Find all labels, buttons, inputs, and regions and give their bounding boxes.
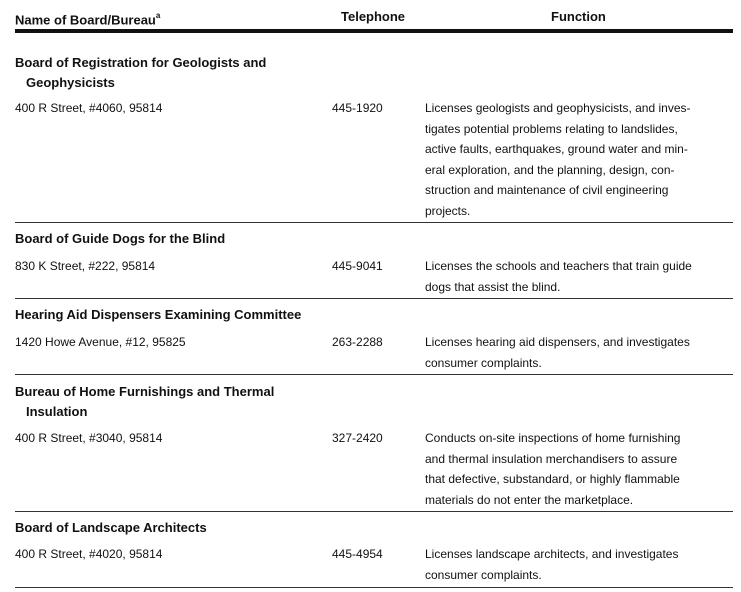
board-name xyxy=(15,382,315,422)
column-header-name-label: Name of Board/Bureau xyxy=(15,12,156,28)
board-address: 400 R Street, #4020, 95814 xyxy=(15,547,163,561)
function-line: Licenses hearing aid dispensers, and investigates xyxy=(425,335,690,349)
row-divider xyxy=(15,298,733,299)
function-line: consumer complaints. xyxy=(425,355,542,370)
function-line: struction and maintenance of civil engineering xyxy=(425,183,669,197)
function-line: dogs that assist the blind. xyxy=(425,279,561,294)
board-function xyxy=(425,98,735,221)
board-name-line: Insulation xyxy=(26,404,88,419)
board-telephone: 445-9041 xyxy=(332,259,383,273)
board-name-line: Bureau of Home Furnishings and Thermal xyxy=(15,384,275,399)
board-function xyxy=(425,332,735,373)
board-function xyxy=(425,256,735,297)
row-divider xyxy=(15,222,733,223)
function-line: projects. xyxy=(425,203,471,218)
function-line: that defective, substandard, or highly flammable xyxy=(425,472,680,486)
function-line: tigates potential problems relating to landslides, xyxy=(425,121,678,136)
board-telephone: 445-1920 xyxy=(332,101,383,115)
board-telephone: 445-4954 xyxy=(332,547,383,561)
board-address: 400 R Street, #3040, 95814 xyxy=(15,431,163,445)
board-name xyxy=(15,53,315,93)
board-name xyxy=(15,305,355,325)
board-address: 1420 Howe Avenue, #12, 95825 xyxy=(15,335,186,349)
board-telephone: 263-2288 xyxy=(332,335,383,349)
function-line: eral exploration, and the planning, design, con- xyxy=(425,162,675,177)
function-line: active faults, earthquakes, ground water and min- xyxy=(425,142,688,156)
function-line: Licenses landscape architects, and investigates xyxy=(425,547,679,561)
function-line: materials do not enter the marketplace. xyxy=(425,492,634,507)
function-line: consumer complaints. xyxy=(425,567,542,582)
header-rule xyxy=(15,29,733,33)
board-name-line: Board of Landscape Architects xyxy=(15,520,207,535)
board-address: 400 R Street, #4060, 95814 xyxy=(15,101,163,115)
board-name-line: Hearing Aid Dispensers Examining Committee xyxy=(15,307,302,322)
footnote-marker: a xyxy=(155,11,161,20)
column-header-name xyxy=(15,8,160,29)
function-line: and thermal insulation merchandisers to assure xyxy=(425,451,678,466)
function-line: Conducts on-site inspections of home furnishing xyxy=(425,431,681,445)
column-header-function: Function xyxy=(551,9,606,24)
board-name xyxy=(15,518,315,538)
board-telephone: 327-2420 xyxy=(332,431,383,445)
board-function xyxy=(425,544,735,585)
board-name-line: Geophysicists xyxy=(26,75,115,90)
row-divider xyxy=(15,587,733,588)
board-name-line: Board of Guide Dogs for the Blind xyxy=(15,231,226,246)
function-line: Licenses the schools and teachers that train guide xyxy=(425,259,692,273)
board-name-line: Board of Registration for Geologists and xyxy=(15,55,267,70)
function-line: Licenses geologists and geophysicists, and inves- xyxy=(425,101,691,115)
row-divider xyxy=(15,511,733,512)
row-divider xyxy=(15,374,733,375)
board-address: 830 K Street, #222, 95814 xyxy=(15,259,156,273)
board-name xyxy=(15,229,315,249)
column-header-telephone: Telephone xyxy=(341,9,406,24)
board-function xyxy=(425,428,735,510)
